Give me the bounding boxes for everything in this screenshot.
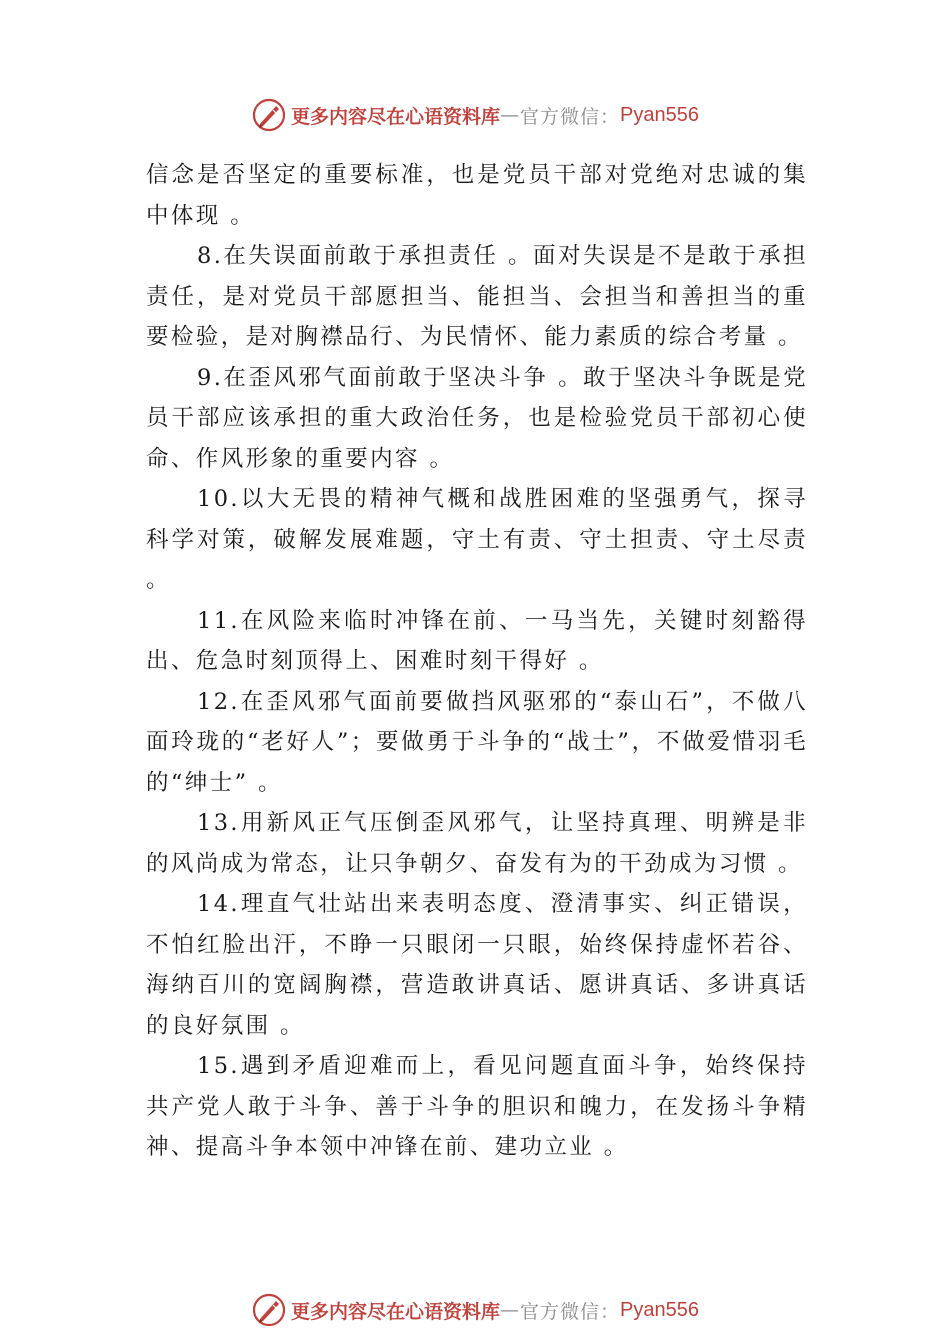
- footer-banner: [0, 1290, 950, 1330]
- banner-wechat-label: 官方微信：: [520, 105, 621, 128]
- paragraph-item-15: 15.遇到矛盾迎难而上，看见问题直面斗争，始终保持共产党人敢于斗争、善于斗争的胆识和魄力，在发扬斗争精神、提高斗争本领中冲锋在前、建功立业 。: [146, 1053, 808, 1160]
- pen-logo-icon: [251, 1292, 287, 1328]
- paragraph-item-9: 9.在歪风邪气面前敢于坚决斗争 。敢于坚决斗争既是党员干部应该承担的重大政治任务，也是检验党员干部初心使命、作风形象的重要内容 。: [146, 364, 808, 472]
- header-banner: [0, 95, 950, 135]
- paragraph-item-12: 12.在歪风邪气面前要做挡风驱邪的“泰山石”，不做八面玲珑的“老好人”；要做勇于斗争的“战士”，不做爱惜羽毛的“绅士” 。: [146, 688, 808, 796]
- banner-brand-text: 更多内容尽在心语资料库: [291, 1300, 501, 1323]
- banner-dash: —: [500, 104, 521, 126]
- banner-dash: —: [500, 1299, 521, 1321]
- banner-wechat-id: Pyan556: [620, 1298, 699, 1321]
- banner-brand-text: 更多内容尽在心语资料库: [291, 105, 501, 128]
- paragraph-item-13: 13.用新风正气压倒歪风邪气，让坚持真理、明辨是非的风尚成为常态，让只争朝夕、奋发有为的干劲成为习惯 。: [146, 810, 808, 877]
- banner-wechat-id: Pyan556: [620, 103, 699, 126]
- paragraph-continuation: 信念是否坚定的重要标准，也是党员干部对党绝对忠诚的集中体现 。: [146, 162, 808, 229]
- paragraph-item-10: 10.以大无畏的精神气概和战胜困难的坚强勇气，探寻科学对策，破解发展难题，守土有责、守土担责、守土尽责 。: [146, 486, 808, 593]
- paragraph-item-8: 8.在失误面前敢于承担责任 。面对失误是不是敢于承担责任，是对党员干部愿担当、能担当、会担当和善担当的重要检验，是对胸襟品行、为民情怀、能力素质的综合考量 。: [146, 243, 808, 350]
- document-body: [146, 155, 808, 1168]
- paragraph-item-14: 14.理直气壮站出来表明态度、澄清事实、纠正错误，不怕红脸出汗，不睁一只眼闭一只眼，始终保持虚怀若谷、海纳百川的宽阔胸襟，营造敢讲真话、愿讲真话、多讲真话的良好氛围 。: [146, 891, 808, 1039]
- banner-wechat-label: 官方微信：: [520, 1300, 621, 1323]
- paragraph-item-11: 11.在风险来临时冲锋在前、一马当先，关键时刻豁得出、危急时刻顶得上、困难时刻干得好 。: [146, 607, 808, 674]
- pen-logo-icon: [251, 97, 287, 133]
